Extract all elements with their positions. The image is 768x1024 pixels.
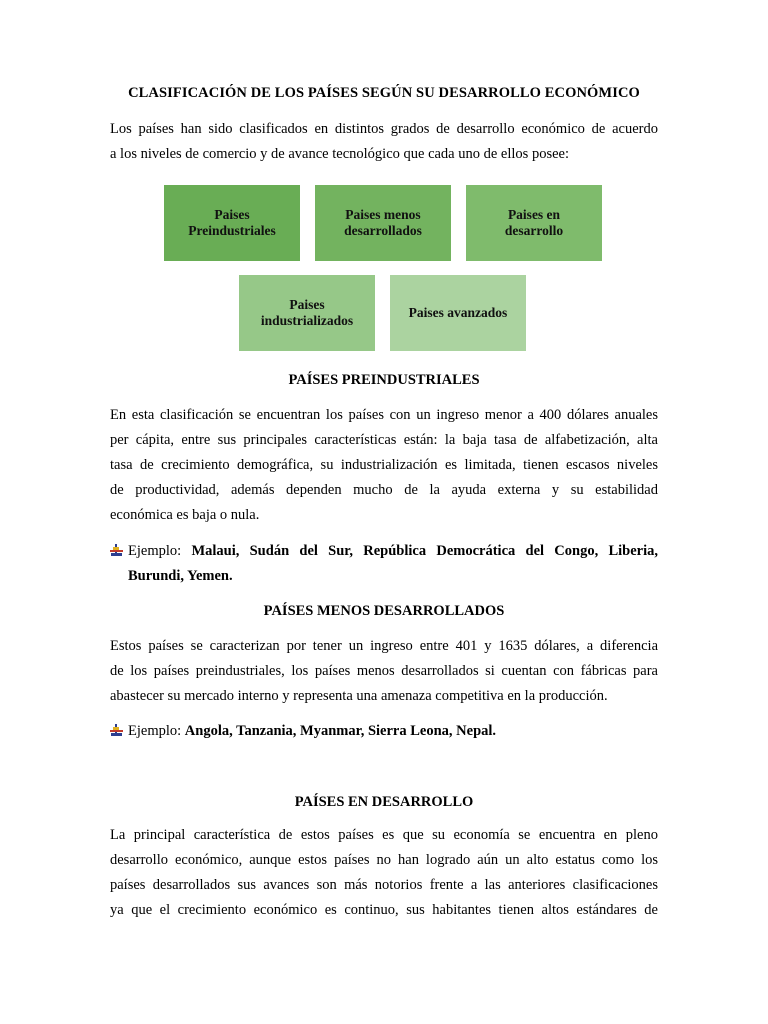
paragraph-line: ya que el crecimiento económico es continuo, sus habitantes tienen altos estándares de: [110, 902, 658, 918]
example-countries: Burundi, Yemen.: [128, 568, 233, 584]
intro-line: Los países han sido clasificados en distintos grados de desarrollo económico de acuerdo: [110, 121, 658, 137]
paragraph-line: tasa de crecimiento demográfica, su industrialización es limitada, tienen escasos niveles: [110, 457, 658, 473]
box-label-line: industrializados: [260, 313, 354, 328]
diagram-box-menos-desarrollados: [315, 185, 451, 261]
section-heading-menos-desarrollados: PAÍSES MENOS DESARROLLADOS: [263, 603, 505, 619]
bullet-flag-icon: [110, 544, 123, 557]
example-countries: Malaui, Sudán del Sur, República Democrática del Congo, Liberia,: [191, 543, 658, 559]
box-label-line: Paises: [289, 297, 325, 312]
section-heading-en-desarrollo: PAÍSES EN DESARROLLO: [294, 794, 474, 810]
diagram-box-en-desarrollo: [466, 185, 602, 261]
desarrollo-paragraph: [110, 823, 658, 923]
diagram-box-avanzados: [390, 275, 526, 351]
box-label-line: Paises avanzados: [408, 305, 508, 320]
intro-paragraph: [110, 117, 658, 167]
box-label-line: Preindustriales: [188, 223, 276, 238]
box-label-line: desarrollados: [344, 223, 422, 238]
example-countries: Angola, Tanzania, Myanmar, Sierra Leona, Nepal.: [184, 723, 497, 739]
paragraph-line: abastecer su mercado interno y representa una amenaza competitiva en la producción.: [110, 688, 608, 704]
box-label-line: Paises menos: [345, 207, 421, 222]
preindustriales-paragraph: [110, 403, 658, 528]
intro-line: a los niveles de comercio y de avance tecnológico que cada uno de ellos posee:: [110, 146, 569, 162]
section-heading-preindustriales: PAÍSES PREINDUSTRIALES: [288, 372, 480, 388]
paragraph-line: Estos países se caracterizan por tener un ingreso entre 401 y 1635 dólares, a diferencia: [110, 638, 658, 654]
paragraph-line: de los países preindustriales, los países menos desarrollados si cuentan con fábricas para: [110, 663, 658, 679]
diagram-box-industrializados: [239, 275, 375, 351]
paragraph-line: La principal característica de estos países es que su economía se encuentra en pleno: [110, 827, 658, 843]
paragraph-line: económica es baja o nula.: [110, 507, 260, 523]
paragraph-line: desarrollo económico, aunque estos países no han logrado aún un alto estatus como los: [110, 852, 658, 868]
diagram-box-preindustriales: [164, 185, 300, 261]
example-label: Ejemplo:: [128, 723, 182, 739]
box-label-line: desarrollo: [504, 223, 564, 238]
document-title: CLASIFICACIÓN DE LOS PAÍSES SEGÚN SU DESARROLLO ECONÓMICO: [128, 85, 640, 101]
box-label-line: Paises en: [507, 207, 561, 222]
paragraph-line: per cápita, entre sus principales características están: la baja tasa de alfabetización, alta: [110, 432, 658, 448]
paragraph-line: En esta clasificación se encuentran los países con un ingreso menor a 400 dólares anuales: [110, 407, 658, 423]
box-label-line: Paises: [214, 207, 250, 222]
example-label: Ejemplo:: [128, 543, 182, 559]
paragraph-line: países desarrollados sus avances son más notorios frente a las anteriores clasificaciones: [110, 877, 658, 893]
menos-paragraph: [110, 634, 658, 709]
bullet-flag-icon: [110, 724, 123, 737]
paragraph-line: de productividad, además dependen mucho de la ayuda externa y su estabilidad: [110, 482, 658, 498]
